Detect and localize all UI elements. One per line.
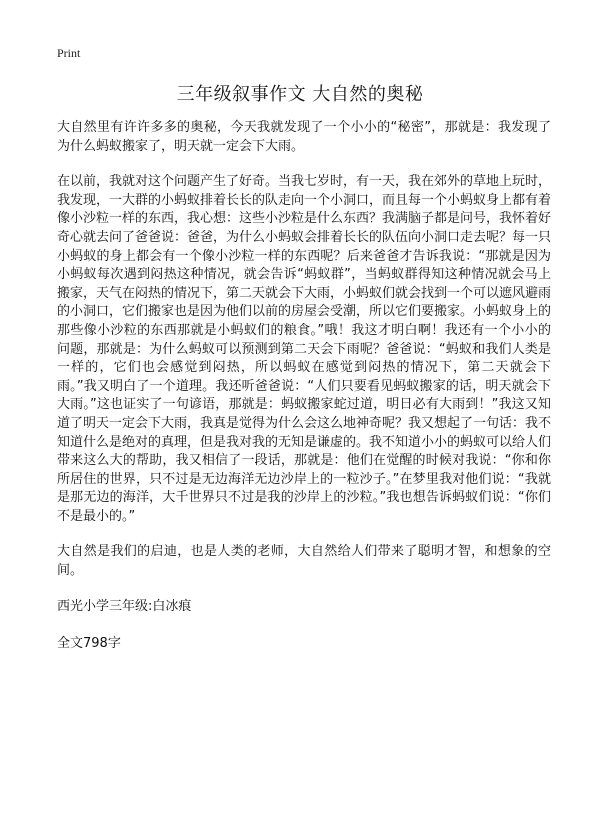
article-paragraph-conclusion: 大自然是我们的启迪，也是人类的老师，大自然给人们带来了聪明才智，和想象的空间。: [57, 544, 551, 579]
word-count-unit: 字: [107, 636, 121, 652]
article-paragraph-intro: 大自然里有许许多多的奥秘，今天我就发现了一个小小的“秘密”，那就是：我发现了为什么蚂蚁搬家了，明天就一定会下大雨。: [57, 120, 551, 154]
article-body: [57, 119, 551, 654]
word-count: [57, 635, 551, 654]
word-count-label: 全文: [57, 636, 84, 652]
word-count-value: 798: [83, 636, 108, 652]
article-paragraph-story: 在以前，我就对这个问题产生了好奇。当我七岁时，有一天，我在郊外的草地上玩时，我发现，一大群的小蚂蚁排着长长的队走向一个小洞口，而且每一个小蚂蚁身上都有着像小沙粒一样的东西，我心想：这些小沙粒是什么东西？我满脑子都是问号，我怀着好奇心就去问了爸爸说：爸爸，为什么小蚂蚁会排着长长的队伍向小洞口走去呢？每一只小蚂蚁的身上都会有一个像小沙粒一样的东西呢？后来爸爸才告诉我说：“那就是因为小蚂蚁每次遇到闷热这种情况，就会告诉“蚂蚁群”，当蚂蚁群得知这种情况就会马上搬家，天气在闷热的情况下，第二天就会下大雨，小蚂蚁们就会找到一个可以遮风避雨的小洞口，它们搬家也是因为他们以前的房屋会受潮，所以它们要搬家。小蚂蚁身上的那些像小沙粒的东西那就是小蚂蚁们的粮食。”哦！我这才明白啊！我还有一个小小的问题，那就是：为什么蚂蚁可以预测到第二天会下雨呢？爸爸说：“蚂蚁和我们人类是一样的，它们也会感觉到闷热，所以蚂蚁在感觉到闷热的情况下，第二天就会下雨。”我又明白了一个道理。我还听爸爸说：“人们只要看见蚂蚁搬家的话，明天就会下大雨。”这也证实了一句谚语，那就是：蚂蚁搬家蛇过道，明日必有大雨到！”我这又知道了明天一定会下大雨，我真是觉得为什么会这么地神奇呢？我又想起了一句话：我不知道什么是绝对的真理，但是我对我的无知是谦虚的。我不知道小小的蚂蚁可以给人们带来这么大的帮助，我又相信了一段话，那就是：他们在觉醒的时候对我说：“你和你所居住的世界，只不过是无边海洋无边沙岸上的一粒沙子。”在梦里我对他们说：“我就是那无边的海洋，大千世界只不过是我的沙岸上的沙粒。”我也想告诉蚂蚁们说：“你们不是最小的。”: [57, 174, 552, 524]
article-author: 西光小学三年级:白冰痕: [57, 598, 192, 614]
page-title: 三年级叙事作文 大自然的奥秘: [176, 84, 424, 105]
print-link[interactable]: Print: [57, 46, 81, 60]
